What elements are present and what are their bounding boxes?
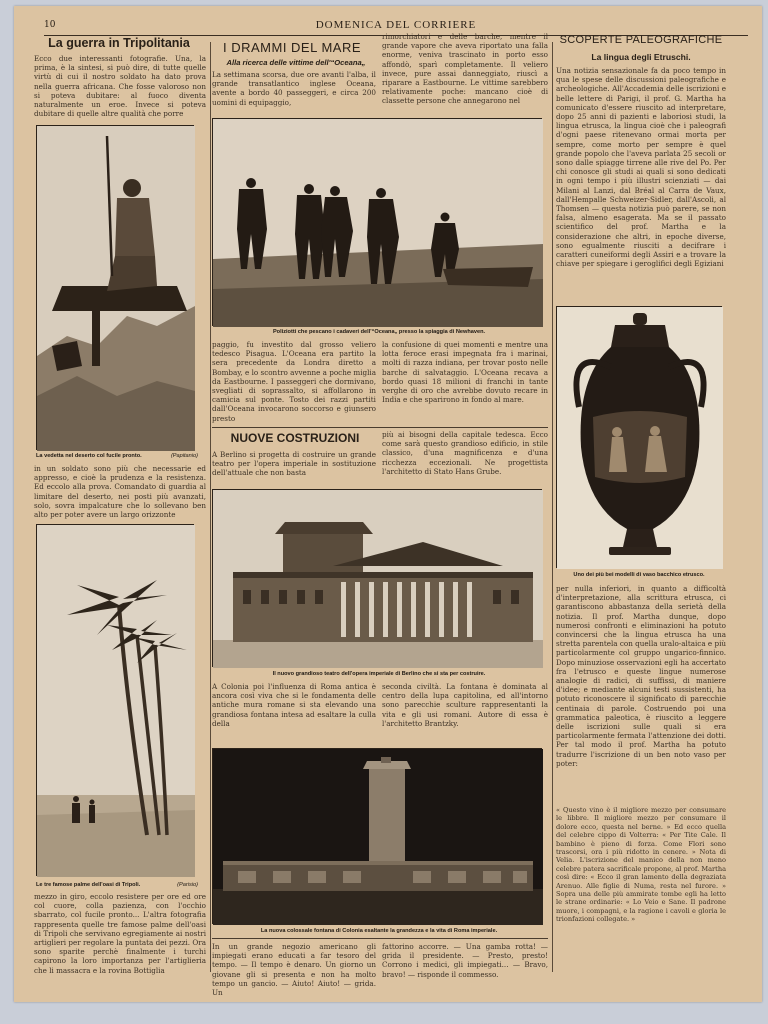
photo-caption-oceana: Poliziotti che pescano i cadaveri dell'“Oceana„ presso la spiaggia di Newhaven. — [272, 329, 486, 335]
article-subtitle-etruschi: La lingua degli Etruschi. — [591, 52, 691, 62]
article-text-colonia-a: A Colonia poi l'influenza di Roma antica è ancora così viva che si le fondamenta delle antiche mura romane si sta elevando una grandiosa fontana intesa ad esaltare la culla della — [212, 682, 376, 728]
photo-fontana-colonia — [212, 748, 542, 924]
article-text-etruschi-2: per nulla inferiori, in quanto a difficoltà d'interpretazione, alla scrittura etrusca, ci garantiscono abbastanza della serietà della notizia. Il prof. Martha dunque, dopo numerosi confronti e eliminazioni ha potuto convincersi che la lingua etrusca ha una stretta parentela con quella uralo-altaica e più particolarmente col gruppo ungarico-finnico. Dopo minuziose osservazioni egli ha accertato fra l'etrusco e queste lingue numerose analogie di radici, di suffissi, di maniere d'idee; e mediante alcuni testi sussistenti, ha potuto riconoscere il significato di parecchie centinaia di parole. Costruendo poi una grammatica paleotica, è riuscito a leggere delle iscrizioni sulle quali si era particolarmente fermata l'attenzione dei dotti. Per tal modo il prof. Martha ha potuto tradurre l'iscrizione di un ben noto vaso per poter: — [556, 584, 726, 768]
article-text-drammi-1: La settimana scorsa, due ore avanti l'alba, il grande transatlantico inglese Oceana, avente a bordo 40 passeggeri, e circa 200 uomini di equipaggio, — [212, 70, 376, 107]
photo-vedetta — [36, 125, 194, 450]
article-subtitle-oceana: Alla ricerca delle vittime dell'“Oceana„ — [226, 58, 366, 67]
photo-credit-palme: (Parisio) — [177, 882, 198, 888]
article-title-costruzioni: NUOVE COSTRUZIONI — [230, 431, 360, 445]
article-text-costruzioni-a: A Berlino si progetta di costruire un grande teatro per l'opera imperiale in sostituzione dell'attuale che non basta — [212, 450, 376, 478]
page-number: 10 — [44, 20, 56, 30]
photo-caption-palme: Le tre famose palme dell'oasi di Tripoli. — [36, 882, 141, 888]
article-text-guerra-intro: Ecco due interessanti fotografie. Una, la prima, è la sintesi, si può dire, di tutte quelle virtù di cui il nostro soldato ha dato prova nella guerra africana. Che fosse valoroso non si poteva dubitare: al fuoco diventa naturalmente un eroe. Invece si poteva dubitare di quelle altre qualità che porre — [34, 54, 206, 119]
section-divider — [212, 427, 548, 428]
photo-caption-vedetta: La vedetta nel deserto col fucile pronto. — [36, 453, 142, 459]
photo-vaso-etrusco — [556, 306, 722, 568]
article-text-guerra-end: mezzo in giro, eccolo resistere per ore ed ore col cuore, colla pazienza, con l'occhio sbarrato, col fucile pronto... L'altra fotografia rappresenta quelle tre famose palme dell'oasi di Tripoli che servivano egregiamente ai nostri artiglieri per regolare la puntata dei pezzi. Ora sono sparite perchè finalmente i turchi capirono la loro importanza per l'artiglieria che li massacra e la rovina Bottiglia — [34, 892, 206, 975]
article-text-guerra-mid: in un soldato sono più che necessarie ed appresso, e cioè la prudenza e la resistenza. Ed eccolo alla prova. Comandato di guardia al limitare del deserto, nei posti più avanzati, solo, sovra impalcature che lo sollevano ben alto per poter avere un largo orizzonte — [34, 464, 206, 520]
article-text-aneddoto-a: In un grande negozio americano gli impiegati erano educati a far tesoro del tempo. — Il tempo è denaro. Un giorno un giovane gli si presenta e non ha molto tempo un gancio. — Aiuto! Aiuto! — grida. Un — [212, 942, 376, 998]
photo-palme — [36, 524, 194, 876]
article-text-costruzioni-b: più ai bisogni della capitale tedesca. Ecco come sarà questo grandioso edificio, in stile classico, d'una magnificenza e d'una ricchezza eccezionali. Ne progettista l'architetto di Stato Hans Grube. — [382, 430, 548, 476]
article-title-guerra: La guerra in Tripolitania — [48, 36, 190, 50]
article-text-etruschi-1: Una notizia sensazionale fa da poco tempo in qua le spese delle discussioni paleografiche e archeologiche. All'Accademia delle iscrizioni e belle lettere di Parigi, il prof. G. Martha ha comunicato d'essere riuscito ad interpretare, dopo 25 anni di pazienti e laboriosi studi, la lingua etrusca, la lingua cioè che i paleografi d'ogni paese ritenevano ormai morta per sempre, come morto per sempre è quel grande popolo che l'aveva parlata 25 secoli or sono dalle spiagge tirrene alle rive del Po. Per chi conosce gli studi ai quali si sono dedicati in ogni tempo i più illustri scienziati — dai Milani al Lanzi, dal Bréal al Carra de Vaux, dall'Hempalle Schweizer-Sidler, dall'Ascoli, al Thomsen — questa notizia può parere, se non falsa, almeno esagerata. Ma se il passato scientifico del prof. Martha e la considerazione che altri, in epoche diverse, sono egualmente riusciti a decifrare i caratteri cuneiformi degli Assiri e a trovare la chiave per spiegare i geroglifici degli Egiziani — [556, 66, 726, 269]
photo-caption-vaso: Uno dei più bei modelli di vaso bacchico etrusco. — [573, 572, 705, 578]
section-divider — [212, 938, 548, 939]
article-text-aneddoto-b: fattorino accorre. — Una gamba rotta! — grida il presidente. — Presto, presto! Corrono i medici, gli impiegati... — Bravo, bravo! — risponde il commesso. — [382, 942, 548, 979]
column-rule — [552, 42, 553, 972]
article-text-colonia-b: seconda civiltà. La fontana è dominata al centro della lupa capitolina, ed all'intorno sono parecchie sculture rappresentanti la vita e gli usi romani. Autore di essa è l'architetto Brantzky. — [382, 682, 548, 728]
photo-caption-fontana: La nuova colossale fontana di Colonia esaltante la grandezza e la vita di Roma imperiale. — [260, 928, 498, 934]
article-title-scoperte: SCOPERTE PALEOGRAFICHE — [559, 34, 723, 46]
photo-credit-vedetta: (Papitanio) — [170, 453, 198, 459]
article-text-etruschi-quote: « Questo vino è il migliore mezzo per consumare le libbre. Il migliore mezzo per consumare il dolore ecco, questa nel berne. » Ed ecco quella del celebre cippo di Volterra: « Per Tite Cale. Il bambino è pieno di forza. Come Flori sono trascorsi, ora i più ridotto in cenere. » Nota di Velia. L'iscrizione del manico della non meno celebre patera sacrificale propone, al prof. Martha così dire: « Ecco il gran lamento della degraziata Arenuo. Alle figlie di Numa, resta nel furore. » Sopra una delle più ammirate tombe egli ha letto le strane ordinarie: « Lo Veio e Sane. Il padrone muore, i compagni, e la ragione i cavoli e gloria le trionfazioni collegate. » — [556, 806, 726, 924]
article-text-drammi-2b: la confusione di quei momenti e mentre una lotta feroce erasi impegnata fra i marinai, molti di razza indiana, per trovar posto nelle barche di salvataggio. L'Oceana recava a bordo quasi 18 milioni di franchi in tante verghe di oro che avrebbe dovuto recare in India e che sparirono in fondo al mare. — [382, 340, 548, 405]
photo-oceana — [212, 118, 542, 326]
photo-teatro-berlino — [212, 489, 542, 667]
newspaper-page — [14, 6, 762, 1002]
column-rule — [210, 42, 211, 972]
masthead: DOMENICA DEL CORRIERE — [315, 19, 477, 31]
photo-caption-teatro: Il nuovo grandioso teatro dell'opera imperiale di Berlino che si sta per costruire. — [272, 671, 486, 677]
article-title-drammi: I DRAMMI DEL MARE — [222, 40, 362, 55]
article-text-drammi-2a: paggio, fu investito dal grosso veliero tedesco Pisagua. L'Oceana era partito la sera precedente da Londra diretto a Bombay, e lo scontro avvenne a poche miglia da Eastbourne. I passeggeri che dormivano, svegliati di soprassalto, si affollarono in camicia sul ponte. Tosto dei razzi partiti dall'Oceana invocarono soccorso e giunsero presto — [212, 340, 376, 423]
article-text-drammi-1b: rimorchiatori e delle barche, mentre il grande vapore che aveva riportato una falla enorme, veniva trascinato in porto esso affondò, sparì completamente. Il veliero invece, pure assai danneggiato, riuscì a riparare a Eastbourne. Le vittime sarebbero relativamente poche: mancano cioè di classette persone che annegarono nel — [382, 32, 548, 106]
